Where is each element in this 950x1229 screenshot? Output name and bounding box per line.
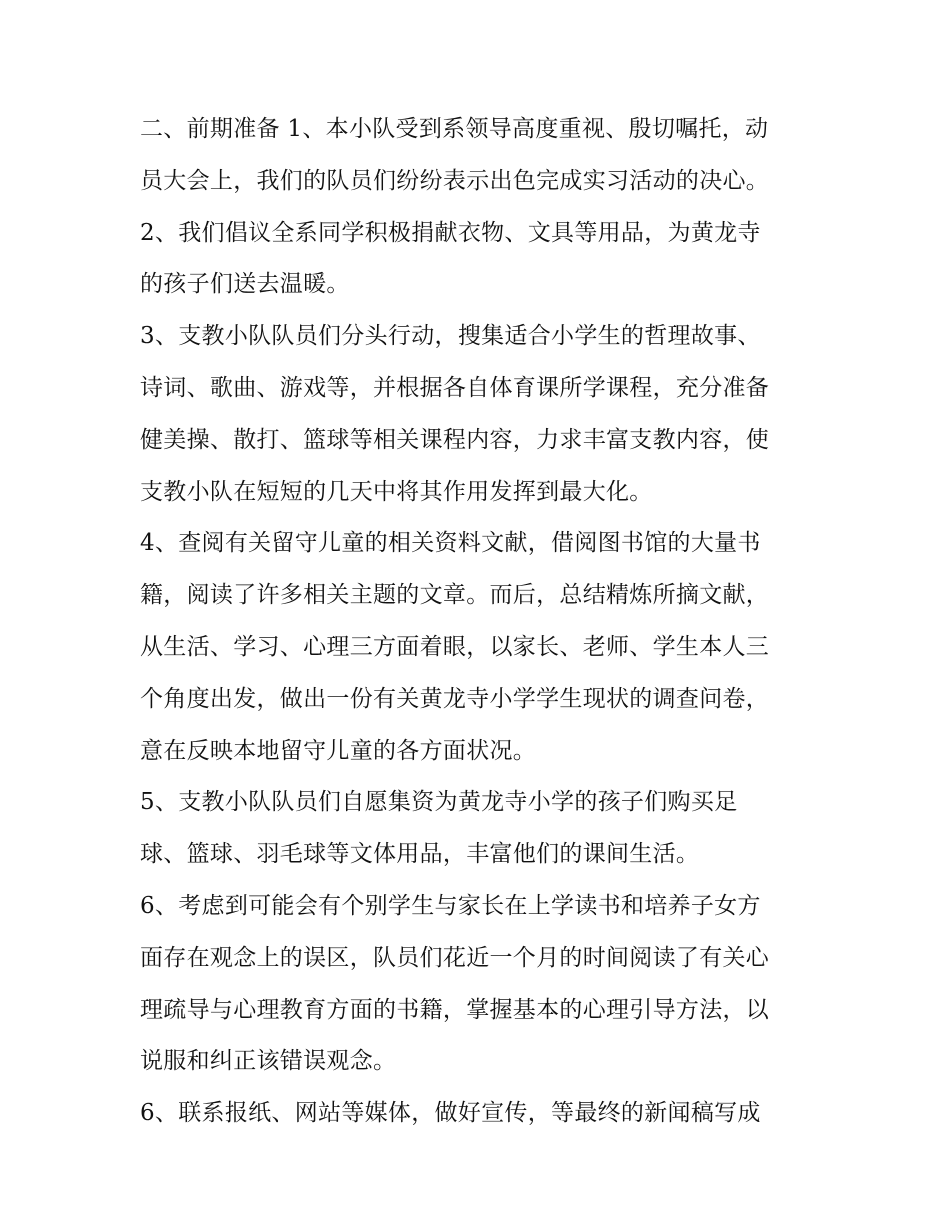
text-line: 2、我们倡议全系同学积极捐献衣物、文具等用品，为黄龙寺 — [140, 219, 761, 246]
text-line: 的孩子们送去温暖。 — [140, 271, 350, 298]
document-body — [140, 104, 820, 1140]
text-line: 3、支教小队队员们分头行动，搜集适合小学生的哲理故事、 — [140, 323, 761, 350]
text-line: 说服和纠正该错误观念。 — [140, 1048, 397, 1075]
text-line: 支教小队在短短的几天中将其作用发挥到最大化。 — [140, 478, 653, 505]
text-line: 诗词、歌曲、游戏等，并根据各自体育课所学课程，充分准备 — [140, 374, 770, 401]
text-line: 6、考虑到可能会有个别学生与家长在上学读书和培养子女方 — [140, 892, 761, 919]
text-line: 4、查阅有关留守儿童的相关资料文献，借阅图书馆的大量书 — [140, 530, 761, 557]
text-line: 球、篮球、羽毛球等文体用品，丰富他们的课间生活。 — [140, 841, 700, 868]
text-line: 籍，阅读了许多相关主题的文章。而后，总结精炼所摘文献， — [140, 582, 770, 609]
text-line: 5、支教小队队员们自愿集资为黄龙寺小学的孩子们购买足 — [140, 789, 738, 816]
text-line: 意在反映本地留守儿童的各方面状况。 — [140, 737, 537, 764]
text-line: 面存在观念上的误区，队员们花近一个月的时间阅读了有关心 — [140, 944, 770, 971]
text-line: 从生活、学习、心理三方面着眼，以家长、老师、学生本人三 — [140, 633, 770, 660]
text-line: 理疏导与心理教育方面的书籍，掌握基本的心理引导方法，以 — [140, 996, 770, 1023]
text-line: 员大会上，我们的队员们纷纷表示出色完成实习活动的决心。 — [140, 167, 770, 194]
text-line: 健美操、散打、篮球等相关课程内容，力求丰富支教内容，使 — [140, 426, 770, 453]
text-line: 二、前期准备 1、本小队受到系领导高度重视、殷切嘱托，动 — [140, 116, 769, 142]
text-line: 个角度出发，做出一份有关黄龙寺小学学生现状的调查问卷， — [140, 685, 770, 712]
text-line: 6、联系报纸、网站等媒体，做好宣传，等最终的新闻稿写成 — [140, 1100, 761, 1127]
